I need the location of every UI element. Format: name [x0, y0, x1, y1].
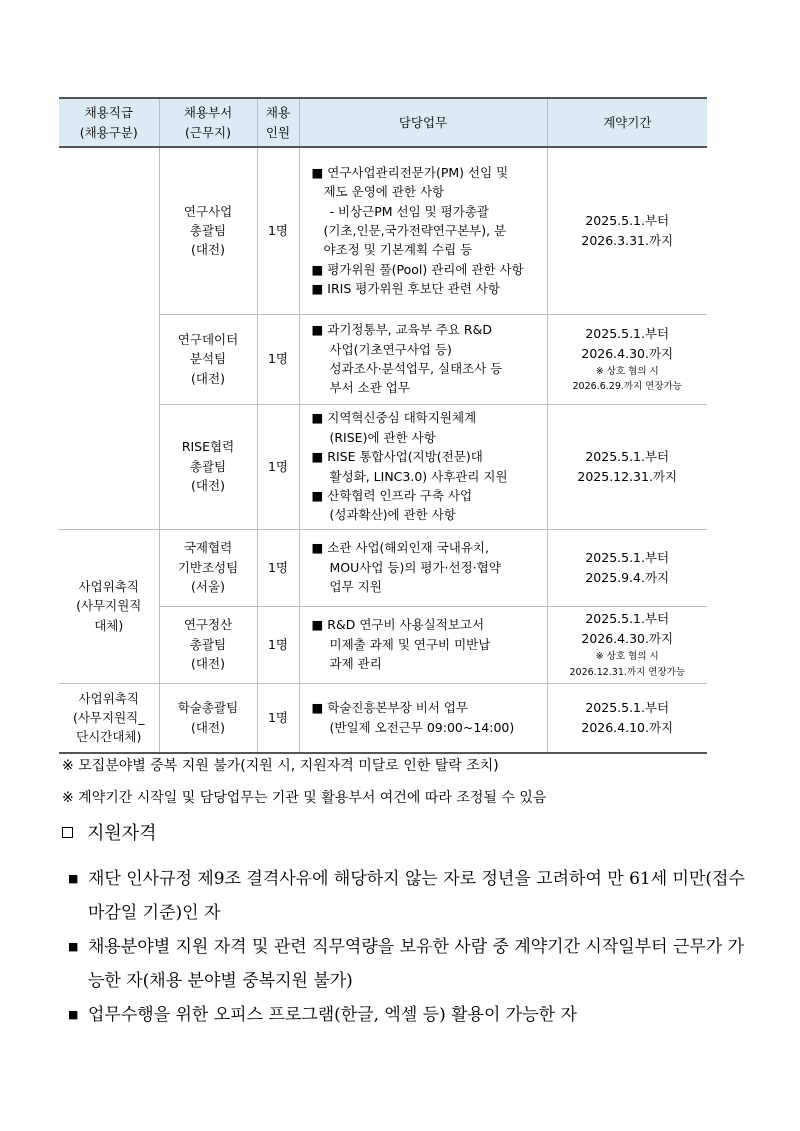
table-row — [59, 147, 707, 314]
contract-period-cell: 2025.5.1.부터 2026.3.31.까지 — [547, 147, 707, 314]
duties-cell: ■ R&D 연구비 사용실적보고서 미제출 과제 및 연구비 미반납 과제 관리 — [299, 606, 547, 683]
header-rank: 채용직급 (채용구분) — [59, 98, 159, 147]
table-row — [59, 683, 707, 753]
department-cell: RISE협력 총괄팀 (대전) — [159, 404, 257, 529]
headcount-cell: 1명 — [257, 606, 299, 683]
contract-period-cell: 2025.5.1.부터 2025.12.31.까지 — [547, 404, 707, 529]
square-bullet-icon: ■ — [68, 872, 79, 885]
square-bullet-icon — [62, 827, 73, 838]
contract-period-cell: 2025.5.1.부터 2025.9.4.까지 — [547, 529, 707, 606]
department-cell: 연구데이터 분석팀 (대전) — [159, 314, 257, 404]
contract-period-cell: 2025.5.1.부터 2026.4.10.까지 — [547, 683, 707, 753]
extension-note: 2026.12.31.까지 연장가능 — [569, 666, 685, 678]
recruitment-table — [59, 97, 707, 754]
rank-cell: 사업위촉직 (사무지원직 대체) — [59, 529, 159, 683]
note-contract-adjustment: ※ 계약기간 시작일 및 담당업무는 기관 및 활용부서 여건에 따라 조정될 수 있음 — [62, 790, 547, 806]
qualifications-list — [68, 862, 758, 1032]
rank-cell — [59, 147, 159, 529]
department-cell: 연구정산 총괄팀 (대전) — [159, 606, 257, 683]
header-department: 채용부서 (근무지) — [159, 98, 257, 147]
headcount-cell: 1명 — [257, 147, 299, 314]
contract-period-cell: 2025.5.1.부터 2026.4.30.까지 ※ 상호 협의 시 2026.12.31.까지 연장가능 — [547, 606, 707, 683]
headcount-cell: 1명 — [257, 683, 299, 753]
headcount-cell: 1명 — [257, 529, 299, 606]
header-duties: 담당업무 — [299, 98, 547, 147]
rank-cell: 사업위촉직 (사무지원직_ 단시간대체) — [59, 683, 159, 753]
department-cell: 학술총괄팀 (대전) — [159, 683, 257, 753]
extension-note: ※ 상호 협의 시 — [595, 651, 659, 663]
note-duplicate-application: ※ 모집분야별 중복 지원 불가(지원 시, 지원자격 미달로 인한 탈락 조치) — [62, 758, 499, 774]
table-header-row — [59, 98, 707, 147]
header-headcount: 채용 인원 — [257, 98, 299, 147]
header-contract-period: 계약기간 — [547, 98, 707, 147]
list-item: ■ 업무수행을 위한 오피스 프로그램(한글, 엑셀 등) 활용이 가능한 자 — [68, 998, 758, 1032]
duties-cell: ■ 학술진흥본부장 비서 업무 (반일제 오전근무 09:00~14:00) — [299, 683, 547, 753]
headcount-cell: 1명 — [257, 404, 299, 529]
square-bullet-icon: ■ — [68, 940, 79, 953]
duties-cell: ■ 지역혁신중심 대학지원체계 (RISE)에 관한 사항 ■ RISE 통합사업(지방(전문)대 활성화, LINC3.0) 사후관리 지원 ■ 산학협력 인프라 구축 사업 (성과확산)에 관한 사항 — [299, 404, 547, 529]
duties-cell: ■ 소관 사업(해외인재 국내유치, MOU사업 등)의 평가·선정·협약 업무 지원 — [299, 529, 547, 606]
qualifications-section-title: 지원자격 — [62, 819, 157, 845]
table-row — [59, 529, 707, 606]
list-item: ■ 채용분야별 지원 자격 및 관련 직무역량을 보유한 사람 중 계약기간 시작일부터 근무가 가능한 자(채용 분야별 중복지원 불가) — [68, 930, 758, 998]
list-item: ■ 재단 인사규정 제9조 결격사유에 해당하지 않는 자로 정년을 고려하여 만 61세 미만(접수마감일 기준)인 자 — [68, 862, 758, 930]
department-cell: 국제협력 기반조성팀 (서울) — [159, 529, 257, 606]
extension-note: ※ 상호 협의 시 — [595, 365, 659, 377]
headcount-cell: 1명 — [257, 314, 299, 404]
extension-note: 2026.6.29.까지 연장가능 — [572, 381, 682, 392]
duties-cell: ■ 과기정통부, 교육부 주요 R&D 사업(기초연구사업 등) 성과조사·분석업무, 실태조사 등 부서 소관 업무 — [299, 314, 547, 404]
department-cell: 연구사업 총괄팀 (대전) — [159, 147, 257, 314]
square-bullet-icon: ■ — [68, 1008, 79, 1021]
contract-period-cell: 2025.5.1.부터 2026.4.30.까지 ※ 상호 협의 시 2026.6.29.까지 연장가능 — [547, 314, 707, 404]
duties-cell: ■ 연구사업관리전문가(PM) 선임 및 제도 운영에 관한 사항 - 비상근PM 선임 및 평가총괄 (기초,인문,국가전략연구본부), 분 야조정 및 기본계획 수립 등 ■ 평가위원 풀(Pool) 관리에 관한 사항 ■ IRIS 평가위원 후보단 관련 사항 — [299, 147, 547, 314]
